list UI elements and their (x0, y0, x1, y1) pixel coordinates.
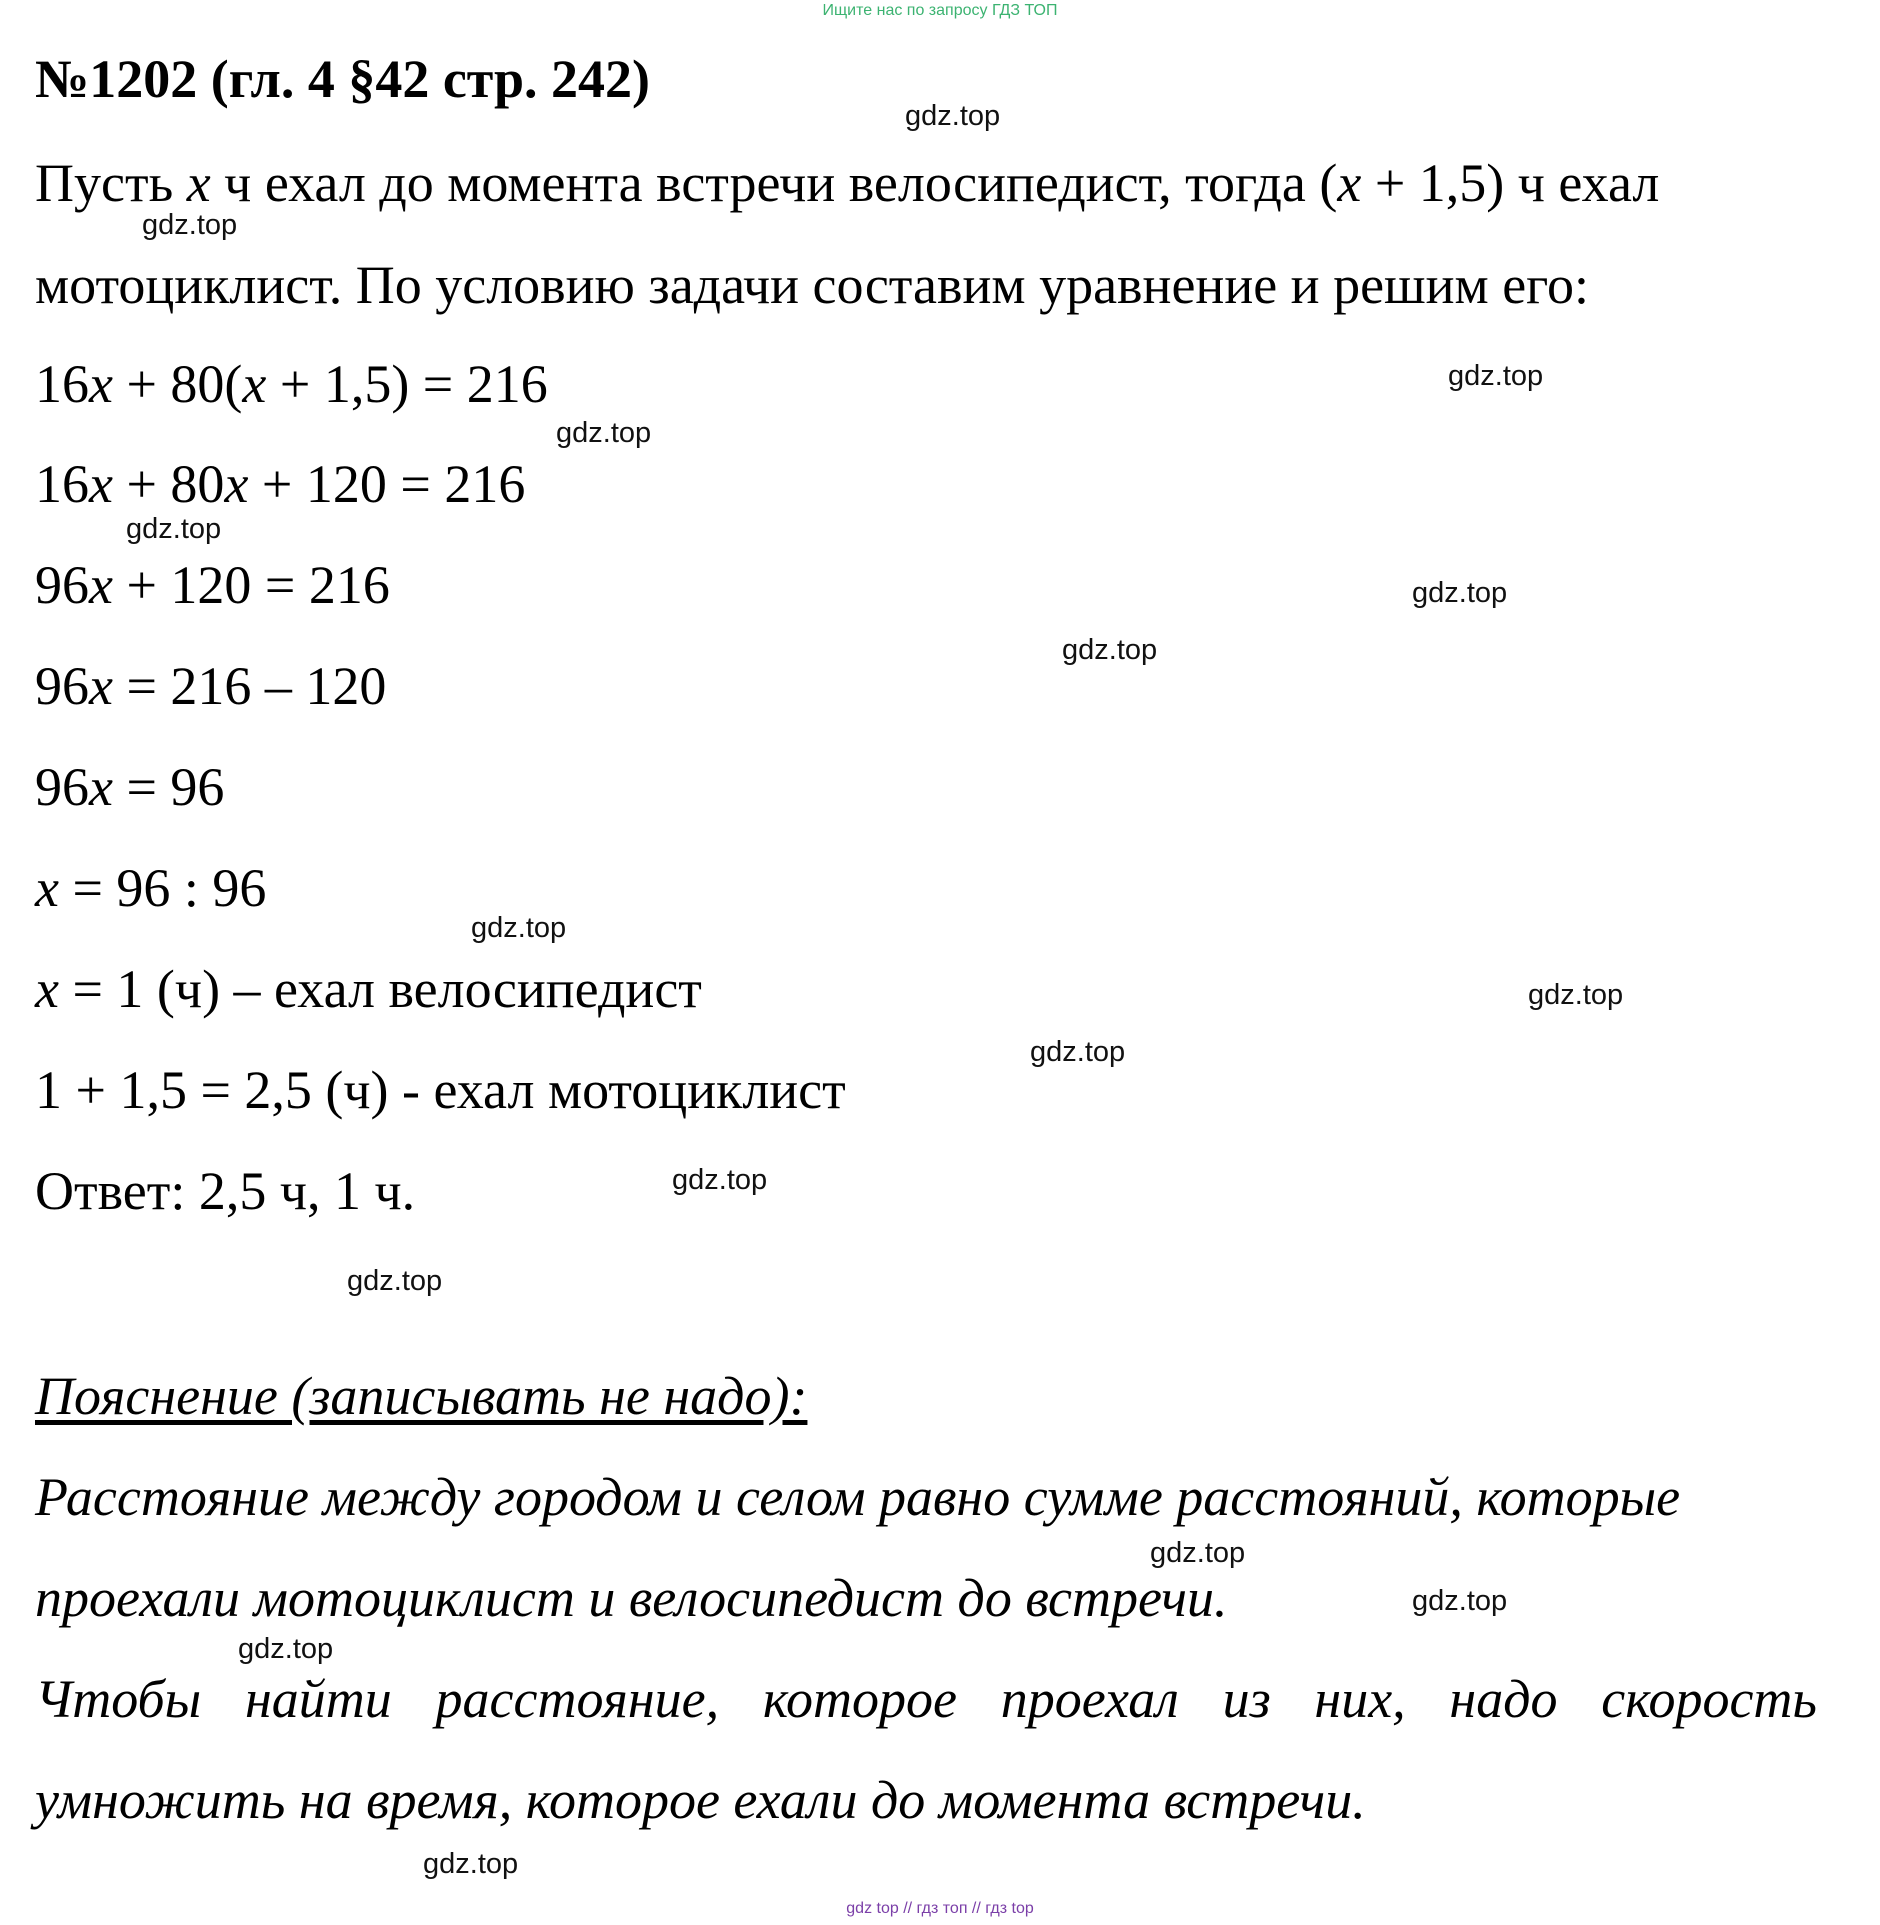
explanation-line-4: умножить на время, которое ехали до момента встречи. (35, 1770, 1366, 1830)
watermark: gdz.top (471, 912, 567, 944)
intro-line-2: мотоциклист. По условию задачи составим уравнение и решим его: (35, 255, 1589, 315)
equation-4: 96x = 216 – 120 (35, 656, 387, 716)
watermark: gdz.top (142, 209, 238, 241)
watermark: gdz.top (1448, 360, 1544, 392)
watermark: gdz.top (1412, 577, 1508, 609)
explanation-title: Пояснение (записывать не надо): (35, 1366, 808, 1426)
watermark: gdz.top (556, 417, 652, 449)
watermark: gdz.top (347, 1265, 443, 1297)
equation-8: 1 + 1,5 = 2,5 (ч) - ехал мотоциклист (35, 1060, 846, 1120)
footer-links: gdz top // гдз топ // гдз top (846, 1900, 1034, 1917)
problem-heading: №1202 (гл. 4 §42 стр. 242) (35, 49, 650, 109)
explanation-line-1: Расстояние между городом и селом равно сумме расстояний, которые (35, 1467, 1681, 1527)
watermark: gdz.top (126, 513, 222, 545)
equation-7: x = 1 (ч) – ехал велосипедист (35, 959, 702, 1019)
watermark: gdz.top (905, 100, 1001, 132)
watermark: gdz.top (1528, 979, 1624, 1011)
intro-line-1: Пусть x ч ехал до момента встречи велосипедист, тогда (x + 1,5) ч ехал (35, 153, 1660, 213)
watermark: gdz.top (1030, 1036, 1126, 1068)
explanation-line-2: проехали мотоциклист и велосипедист до встречи. (35, 1568, 1228, 1628)
watermark: gdz.top (1062, 634, 1158, 666)
answer-line: Ответ: 2,5 ч, 1 ч. (35, 1161, 416, 1221)
watermark: gdz.top (238, 1633, 334, 1665)
equation-6: x = 96 : 96 (35, 858, 267, 918)
watermark: gdz.top (672, 1164, 768, 1196)
watermark: gdz.top (1150, 1537, 1246, 1569)
equation-5: 96x = 96 (35, 757, 225, 817)
watermark: gdz.top (1412, 1585, 1508, 1617)
top-banner: Ищите нас по запросу ГДЗ ТОП (822, 2, 1058, 19)
watermark: gdz.top (423, 1848, 519, 1880)
equation-2: 16x + 80x + 120 = 216 (35, 454, 526, 514)
explanation-line-3: Чтобы найти расстояние, которое проехал из них, надо скорость (35, 1669, 1817, 1729)
equation-1: 16x + 80(x + 1,5) = 216 (35, 354, 548, 414)
equation-3: 96x + 120 = 216 (35, 555, 390, 615)
